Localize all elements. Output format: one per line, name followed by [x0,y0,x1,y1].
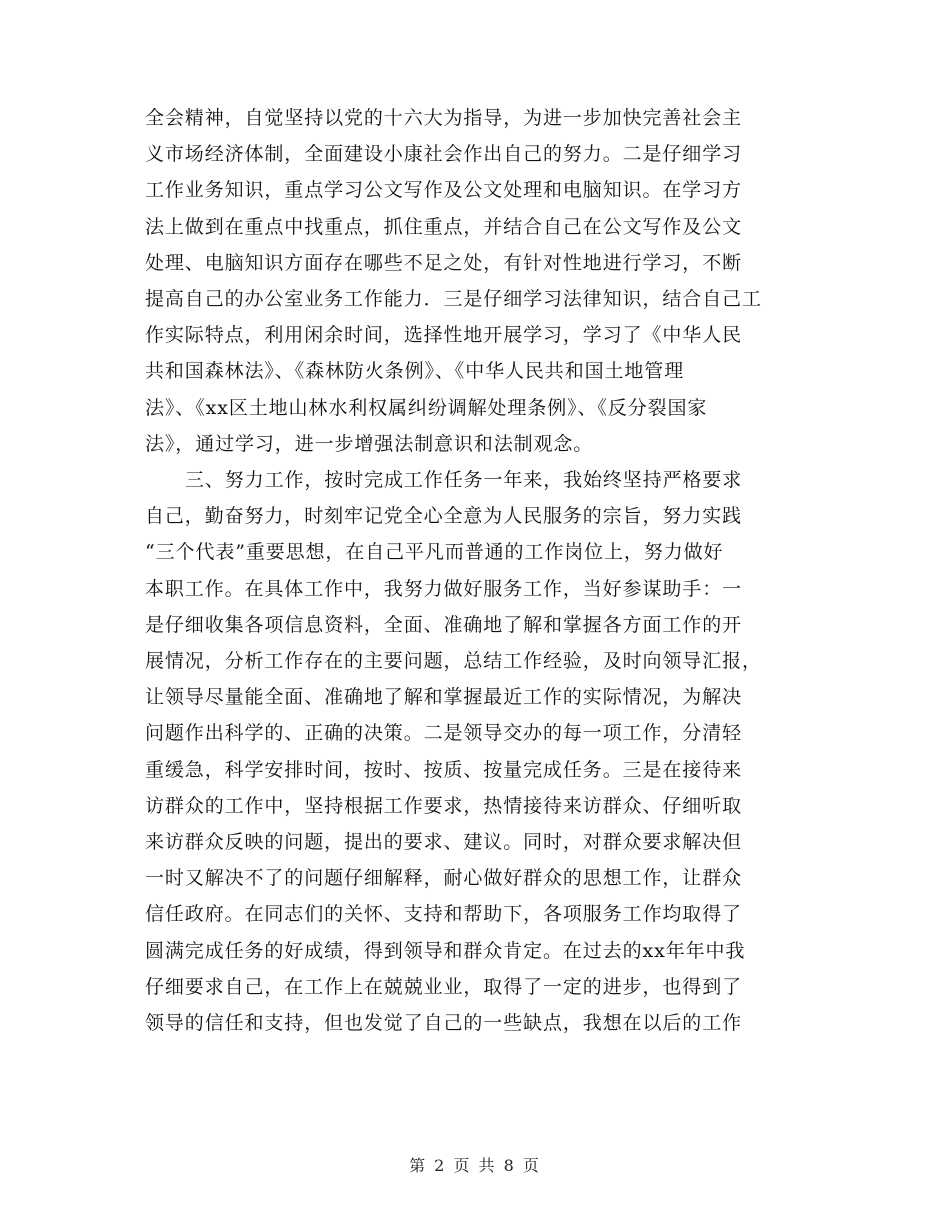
text-line: 问题作出科学的、正确的决策。二是领导交办的每一项工作，分清轻 [145,722,743,745]
paragraph-start-line: 三、努力工作，按时完成工作任务一年来，我始终坚持严格要求 [185,469,743,492]
text-line: “三个代表”重要思想，在自己平凡而普通的工作岗位上，努力做好 [145,541,724,564]
text-line: 信任政府。在同志们的关怀、支持和帮助下，各项服务工作均取得了 [145,903,743,926]
text-line: 让领导尽量能全面、准确地了解和掌握最近工作的实际情况，为解决 [145,686,743,709]
text-line: 访群众的工作中，坚持根据工作要求，热情接待来访群众、仔细听取 [145,794,743,817]
text-line: 展情况，分析工作存在的主要问题，总结工作经验，及时向领导汇报， [145,650,762,673]
text-line: 法上做到在重点中找重点，抓住重点，并结合自己在公文写作及公文 [145,215,743,238]
text-line: 提高自己的办公室业务工作能力．三是仔细学习法律知识，结合自己工 [145,288,762,311]
text-line: 是仔细收集各项信息资料，全面、准确地了解和掌握各方面工作的开 [145,613,743,636]
text-line: 全会精神，自觉坚持以党的十六大为指导，为进一步加快完善社会主 [145,107,743,129]
text-line: 圆满完成任务的好成绩，得到领导和群众肯定。在过去的xx年年中我 [145,939,746,962]
text-line: 义市场经济体制，全面建设小康社会作出自己的努力。二是仔细学习 [145,143,743,166]
text-line: 法》，通过学习，进一步增强法制意识和法制观念。 [145,432,594,455]
text-line: 自己，勤奋努力，时刻牢记党全心全意为人民服务的宗旨，努力实践 [145,505,743,528]
text-line: 重缓急，科学安排时间，按时、按质、按量完成任务。三是在接待来 [145,758,743,781]
text-line: 处理、电脑知识方面存在哪些不足之处，有针对性地进行学习，不断 [145,251,743,274]
text-line: 本职工作。在具体工作中，我努力做好服务工作，当好参谋助手：一 [145,577,743,600]
text-line: 领导的信任和支持，但也发觉了自己的一些缺点，我想在以后的工作 [145,1012,743,1035]
text-line: 仔细要求自己，在工作上在兢兢业业，取得了一定的进步，也得到了 [145,975,743,998]
text-line: 工作业务知识，重点学习公文写作及公文处理和电脑知识。在学习方 [145,179,743,202]
text-line: 一时又解决不了的问题仔细解释，耐心做好群众的思想工作，让群众 [145,867,743,890]
page-number-footer: 第 2 页 共 8 页 [409,1156,541,1175]
text-line: 来访群众反映的问题，提出的要求、建议。同时，对群众要求解决但 [145,831,743,854]
text-line: 共和国森林法》、《森林防火条例》、《中华人民共和国土地管理 [145,360,685,383]
text-line: 作实际特点，利用闲余时间，选择性地开展学习，学习了《中华人民 [145,324,743,347]
body-text [145,100,810,1041]
text-line: 法》、《xx区土地山林水利权属纠纷调解处理条例》、《反分裂国家 [145,396,708,419]
